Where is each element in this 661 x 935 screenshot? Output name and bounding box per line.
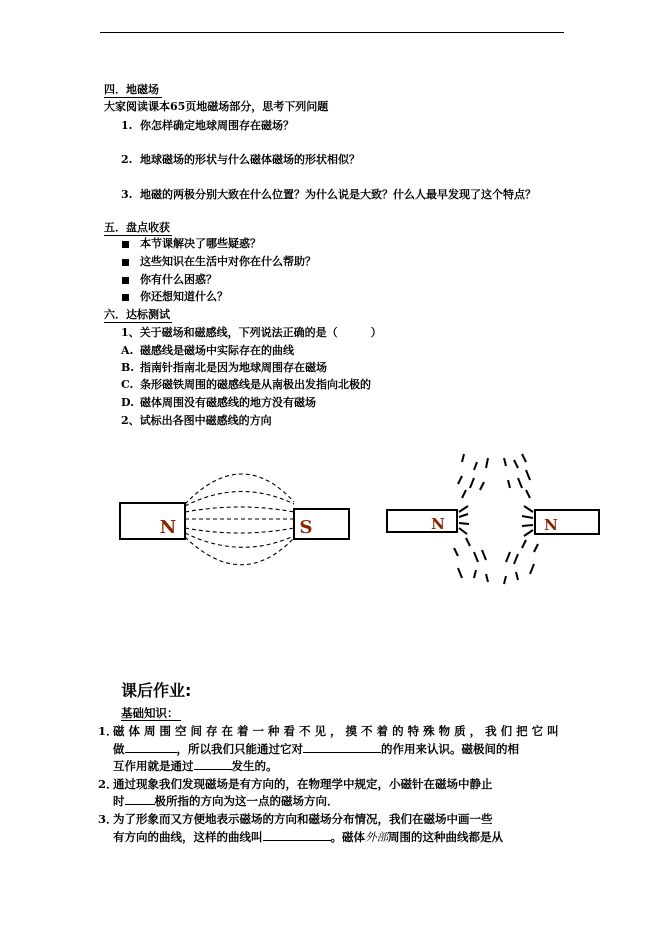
magnet-pair-left-label: N [431,515,445,533]
paragraph-line: 有方向的曲线，这样的曲线叫 。磁体外部周围的这种曲线都是从 [113,830,503,844]
bullet-icon [122,294,129,301]
paragraph-line: 互作用就是通过 发生的。 [113,759,278,773]
bullet-icon [122,277,129,284]
paragraph-line: 为了形象而又方便地表示磁场的方向和磁场分布情况，我们在磁场中画一些 [113,812,493,826]
option-c: 条形磁铁周围的磁感线是从南极出发指向北极的 [140,378,371,391]
repelling-field-lines [454,454,538,584]
heading-underline [104,322,172,323]
subtitle-underline [121,720,181,721]
option-label: A. [121,344,134,357]
option-d: 磁体周围没有磁感线的地方没有磁场 [140,396,316,409]
header-rule [100,32,564,33]
section-heading-earth-magnetism: 四．地磁场 [104,83,159,96]
blank-field[interactable] [263,828,331,841]
paragraph-line: 做 ，所以我们只能通过它对 的作用来认识。磁极间的相 [113,742,519,756]
paragraph-line: 磁 体 周 围 空 间 存 在 着 一 种 看 不 见 ， 摸 不 着 的 特 殊 物 质 ， 我 们 把 它 叫 [113,724,559,738]
magnet-pair-left [387,510,457,532]
option-label: B. [121,361,135,374]
test-question-2: 2、试标出各图中磁感线的方向 [121,414,272,427]
question-number: 1. [121,119,133,132]
blank-field[interactable] [303,740,381,753]
list-item: 你有什么困惑？ [140,273,217,286]
section-intro: 大家阅读课本65页地磁场部分，思考下列问题 [104,100,329,113]
blank-field[interactable] [194,757,232,770]
list-item: 本节课解决了哪些疑惑？ [140,237,261,250]
magnet-s-label: S [299,517,313,538]
magnet-pair-right-label: N [544,516,558,534]
section-heading-test: 六．达标测试 [104,308,170,321]
option-a: 磁感线是磁场中实际存在的曲线 [140,344,294,357]
item-number: 2． [98,777,118,791]
option-label: C. [121,378,134,391]
item-number: 3． [98,812,118,826]
list-item: 这些知识在生活中对你在什么帮助？ [140,255,316,268]
option-b: 指南针指南北是因为地球周围存在磁场 [140,361,327,374]
paragraph-line: 通过现象我们发现磁场是有方向的，在物理学中规定，小磁针在磁场中静止 [113,777,493,791]
question-text: 你怎样确定地球周围存在磁场？ [140,119,294,132]
field-lines [185,474,294,565]
question-number: 2. [121,153,133,166]
option-label: D. [121,396,134,409]
section-heading-summary: 五．盘点收获 [104,221,170,234]
list-item: 你还想知道什么？ [140,290,228,303]
heading-underline [104,235,172,236]
question-text: 地球磁场的形状与什么磁体磁场的形状相似？ [140,153,360,166]
magnet-n-label: N [159,517,177,538]
blank-field[interactable] [125,792,155,805]
item-number: 1． [98,724,118,738]
paragraph-line: 时 极所指的方向为这一点的磁场方向． [113,794,339,808]
test-question-1: 1、关于磁场和磁感线，下列说法正确的是（ ） [121,326,382,339]
homework-subtitle: 基础知识： [121,706,179,720]
question-number: 3. [121,188,133,201]
bullet-icon [122,241,129,248]
blank-field[interactable] [125,740,177,753]
question-text: 地磁的两极分别大致在什么位置？为什么说是大致？什么人最早发现了这个特点？ [140,188,536,201]
homework-title: 课后作业: [121,681,192,700]
bullet-icon [122,259,129,266]
heading-underline [104,97,162,98]
magnetic-field-figure [0,440,661,600]
